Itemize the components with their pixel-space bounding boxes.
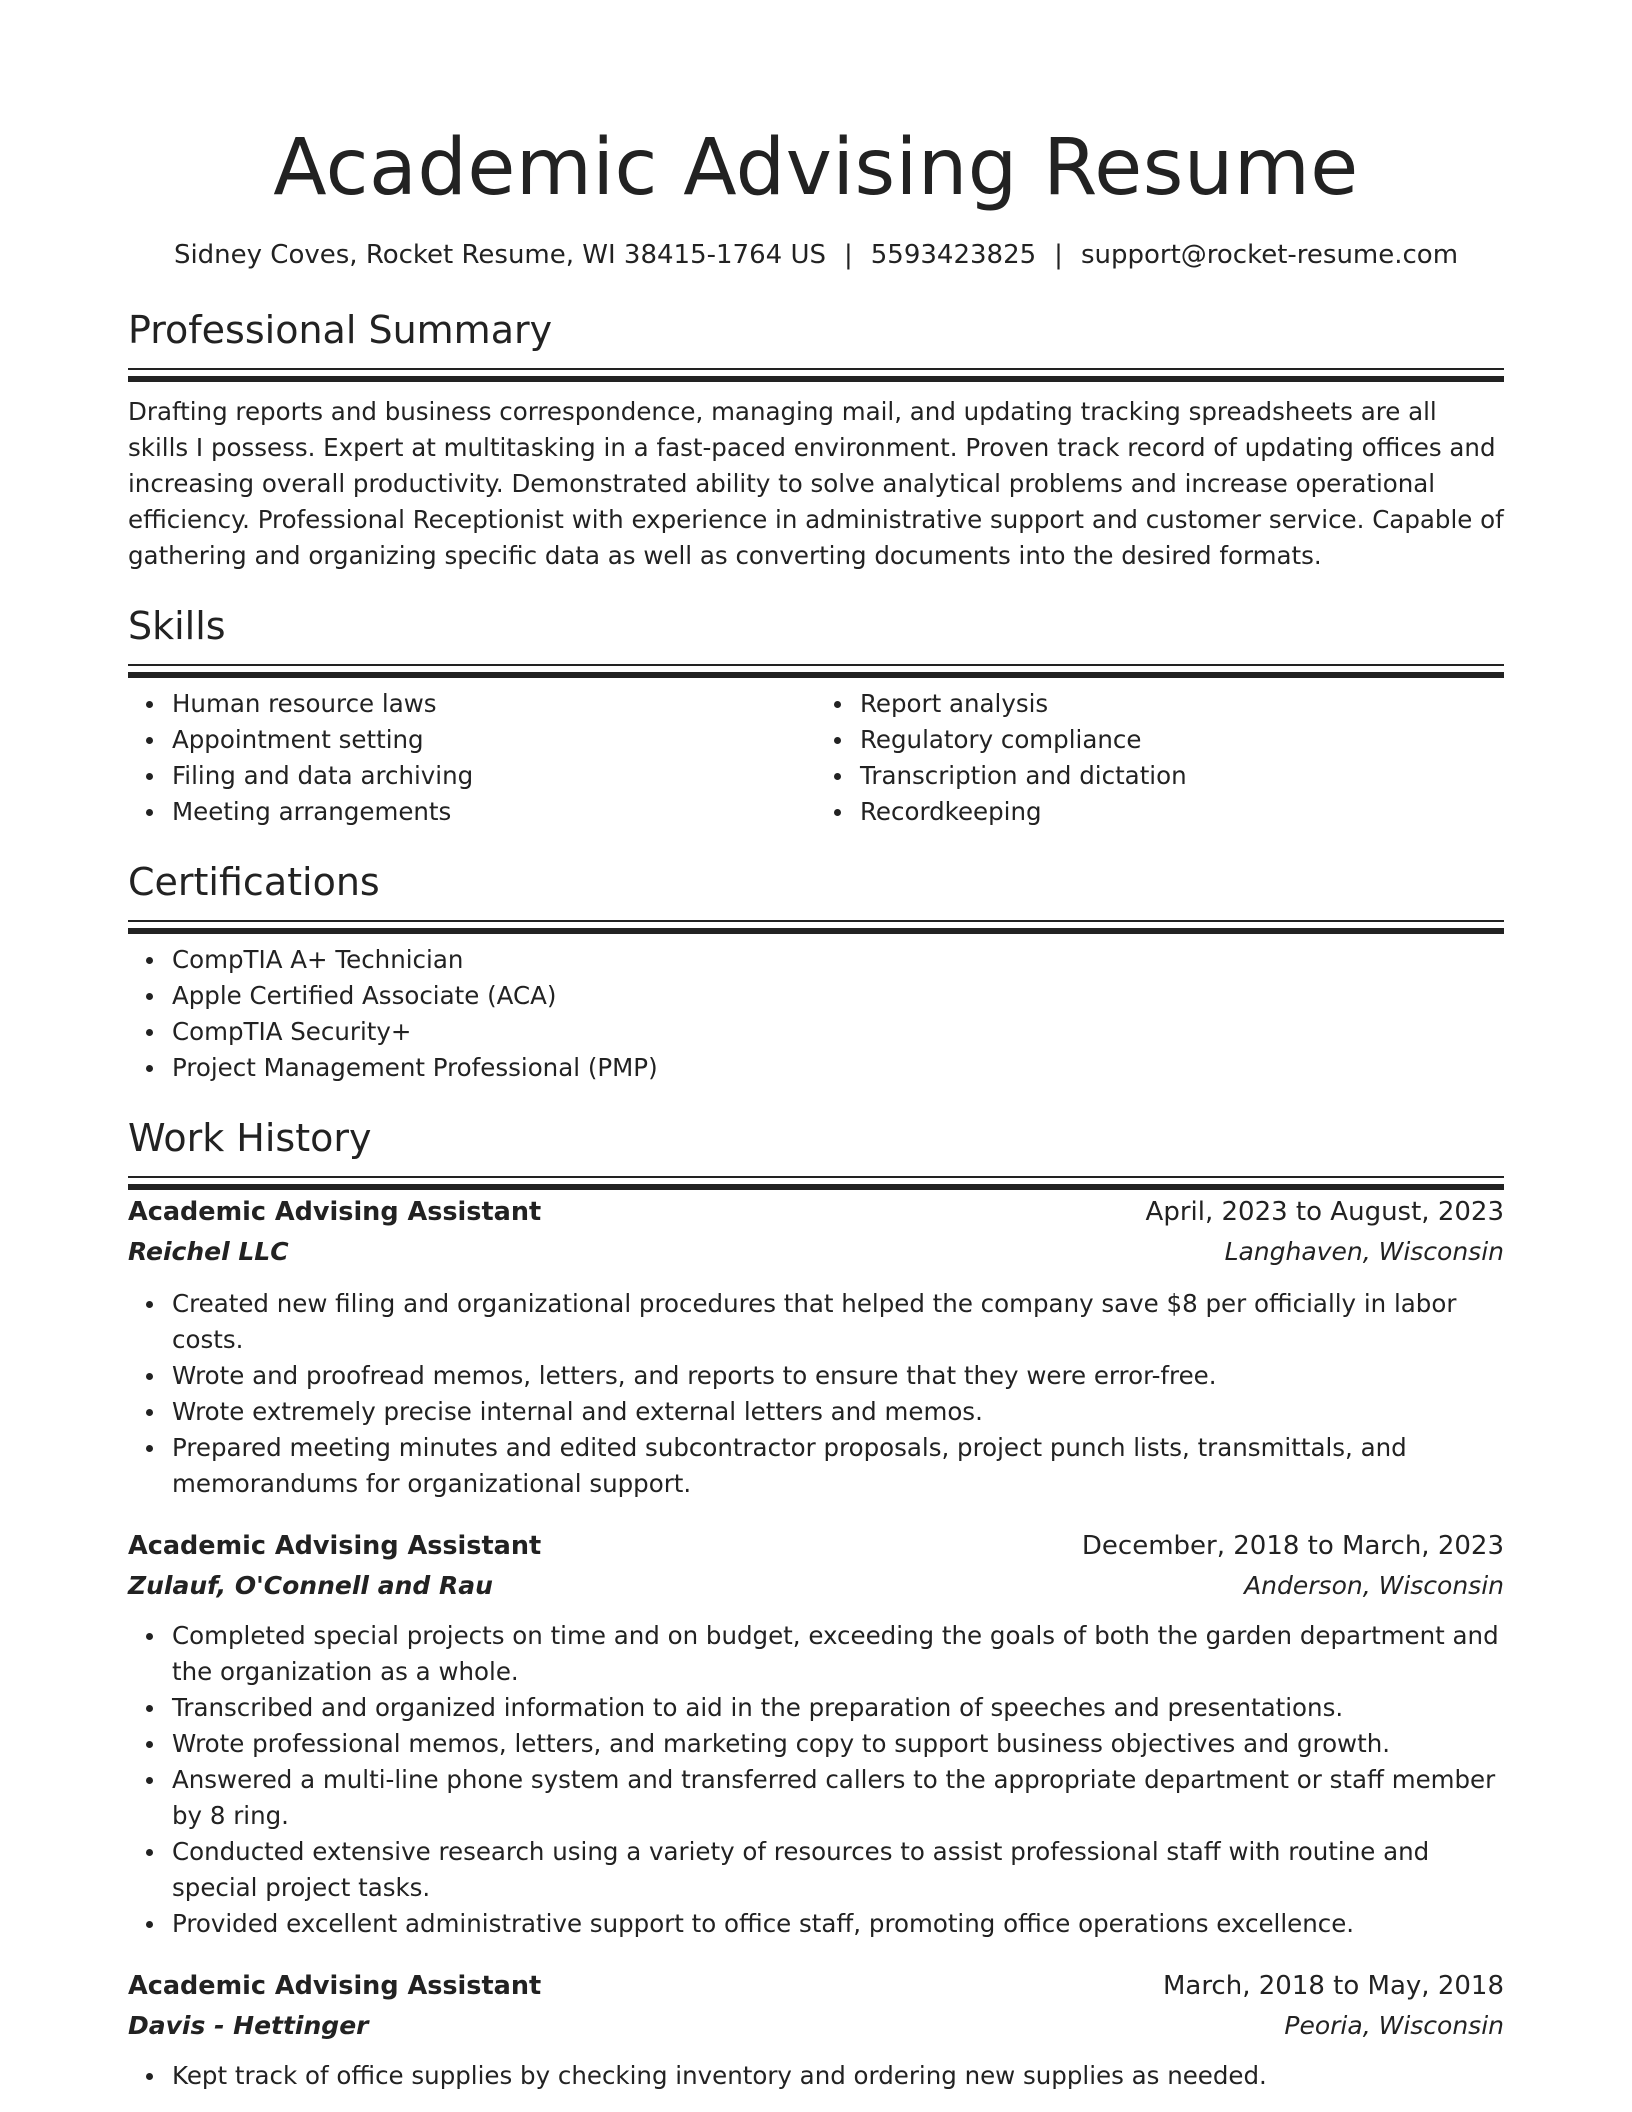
job-location: Anderson, Wisconsin <box>1244 1571 1504 1600</box>
job-bullet: Transcribed and organized information to aid in the preparation of speeches and presentations. <box>172 1690 1504 1726</box>
job-dates: March, 2018 to May, 2018 <box>1162 1971 1504 2001</box>
skill-item: Meeting arrangements <box>172 794 816 830</box>
job-dates: December, 2018 to March, 2023 <box>1081 1531 1504 1561</box>
job-bullet: Provided excellent administrative support to office staff, promoting office operations excellence. <box>172 1906 1504 1942</box>
job-title: Academic Advising Assistant <box>128 1531 542 1561</box>
skills-list-right <box>816 686 1504 830</box>
skill-item: Transcription and dictation <box>860 758 1504 794</box>
job-bullet: Wrote and proofread memos, letters, and reports to ensure that they were error-free. <box>172 1358 1504 1394</box>
section-divider <box>128 920 1504 922</box>
job-entry <box>128 1192 1504 1502</box>
job-subheader <box>128 1232 1504 1272</box>
certification-item: Apple Certified Associate (ACA) <box>172 978 1504 1014</box>
skills-columns <box>128 686 1504 830</box>
section-divider <box>128 1176 1504 1178</box>
certifications-heading: Certifications <box>128 860 380 904</box>
job-company: Reichel LLC <box>128 1237 289 1266</box>
summary-heading: Professional Summary <box>128 308 553 352</box>
skills-heading: Skills <box>128 604 226 648</box>
job-bullets <box>128 2058 1504 2094</box>
contact-phone: 5593423825 <box>870 240 1037 270</box>
job-title: Academic Advising Assistant <box>128 1971 542 2001</box>
job-location: Langhaven, Wisconsin <box>1224 1237 1504 1266</box>
summary-text: Drafting reports and business correspondence, managing mail, and updating tracking spreadsheets are all skills I possess. Expert at multitasking in a fast-paced environment. Proven track record of updating offices and increasing overall productivity. Demonstrated ability to solve analytical problems and increase operational efficiency. Professional Receptionist with experience in administrative support and customer service. Capable of gathering and organizing specific data as well as converting documents into the desired formats. <box>128 397 1504 570</box>
job-header <box>128 1192 1504 1232</box>
section-divider <box>128 368 1504 370</box>
section-divider <box>128 664 1504 666</box>
job-bullet: Kept track of office supplies by checking inventory and ordering new supplies as needed. <box>172 2058 1504 2094</box>
contact-separator: | <box>843 240 853 270</box>
job-bullet: Completed special projects on time and on budget, exceeding the goals of both the garden department and the organization as a whole. <box>172 1618 1504 1690</box>
skill-item: Filing and data archiving <box>172 758 816 794</box>
certification-item: Project Management Professional (PMP) <box>172 1050 1504 1086</box>
certification-item: CompTIA Security+ <box>172 1014 1504 1050</box>
contact-line <box>128 238 1504 272</box>
skill-item: Regulatory compliance <box>860 722 1504 758</box>
job-bullet: Created new filing and organizational procedures that helped the company save $8 per officially in labor costs. <box>172 1286 1504 1358</box>
job-bullet: Conducted extensive research using a variety of resources to assist professional staff with routine and special project tasks. <box>172 1834 1504 1906</box>
job-subheader <box>128 1566 1504 1606</box>
certifications-section <box>128 858 1504 1086</box>
skills-list-left <box>128 686 816 830</box>
job-header <box>128 1966 1504 2006</box>
resume-title: Academic Advising Resume <box>273 123 1359 213</box>
job-location: Peoria, Wisconsin <box>1284 2011 1504 2040</box>
job-company: Zulauf, O'Connell and Rau <box>128 1571 493 1600</box>
job-bullet: Answered a multi-line phone system and transferred callers to the appropriate department or staff member by 8 ring. <box>172 1762 1504 1834</box>
job-bullets <box>128 1618 1504 1942</box>
certifications-list <box>128 942 1504 1086</box>
certification-item: CompTIA A+ Technician <box>172 942 1504 978</box>
skills-section <box>128 602 1504 830</box>
job-title: Academic Advising Assistant <box>128 1197 542 1227</box>
job-company: Davis - Hettinger <box>128 2011 369 2040</box>
skill-item: Report analysis <box>860 686 1504 722</box>
job-subheader <box>128 2006 1504 2046</box>
contact-address: Sidney Coves, Rocket Resume, WI 38415-1764 US <box>173 240 826 270</box>
job-header <box>128 1526 1504 1566</box>
work-history-heading: Work History <box>128 1116 372 1160</box>
job-bullet: Wrote extremely precise internal and external letters and memos. <box>172 1394 1504 1430</box>
job-bullets <box>128 1286 1504 1502</box>
work-history-section <box>128 1114 1504 2094</box>
summary-section <box>128 306 1504 574</box>
contact-email: support@rocket-resume.com <box>1080 240 1459 270</box>
skill-item: Recordkeeping <box>860 794 1504 830</box>
job-bullet: Prepared meeting minutes and edited subcontractor proposals, project punch lists, transmittals, and memorandums for organizational support. <box>172 1430 1504 1502</box>
contact-separator: | <box>1054 240 1063 270</box>
job-dates: April, 2023 to August, 2023 <box>1145 1197 1504 1227</box>
job-bullet: Wrote professional memos, letters, and marketing copy to support business objectives and growth. <box>172 1726 1504 1762</box>
skill-item: Appointment setting <box>172 722 816 758</box>
job-entry <box>128 1526 1504 1942</box>
job-entry <box>128 1966 1504 2094</box>
skill-item: Human resource laws <box>172 686 816 722</box>
